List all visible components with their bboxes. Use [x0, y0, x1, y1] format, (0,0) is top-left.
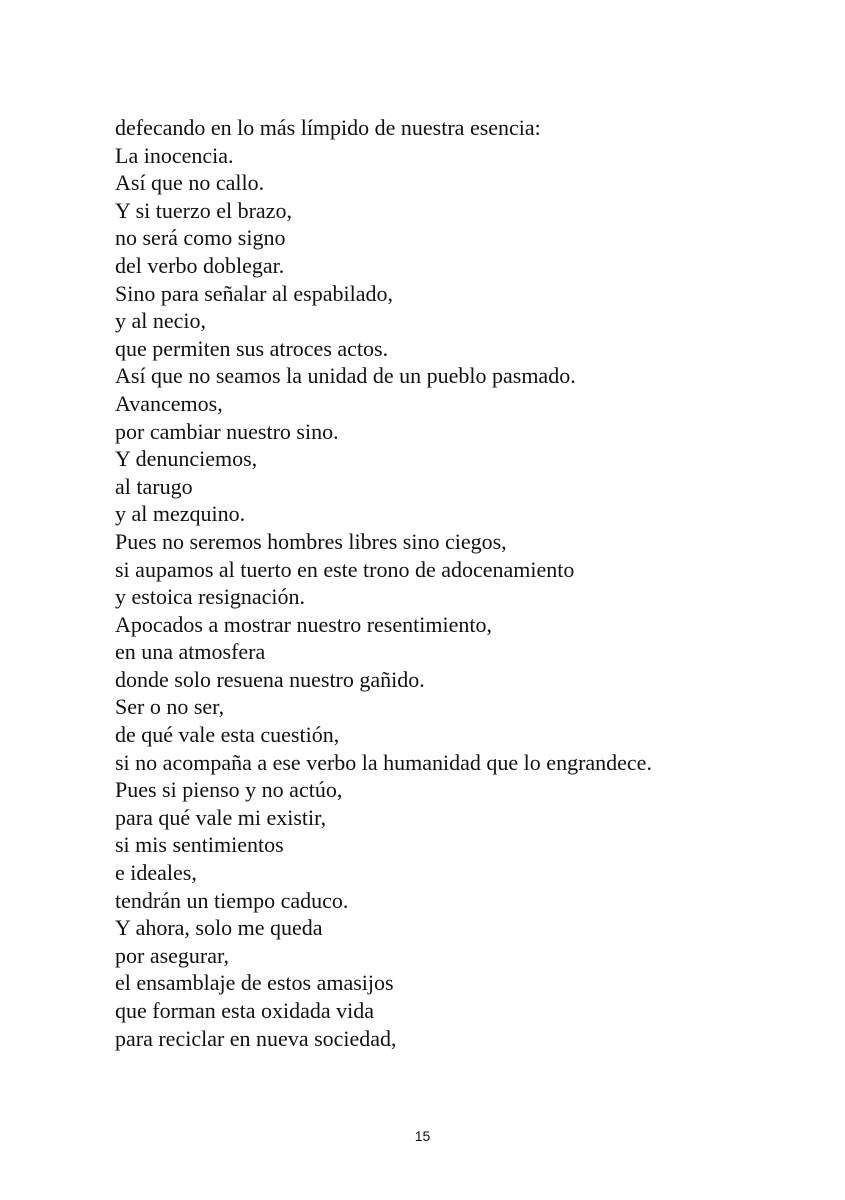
poem-line: donde solo resuena nuestro gañido.: [115, 666, 425, 692]
poem-line: que forman esta oxidada vida: [115, 998, 375, 1023]
poem-line: el ensamblaje de estos amasijos: [115, 970, 394, 996]
poem-line: Así que no callo.: [115, 170, 265, 196]
poem-line: si mis sentimientos: [115, 832, 284, 858]
poem-line: Apocados a mostrar nuestro resentimiento,: [115, 611, 492, 637]
poem-line: tendrán un tiempo caduco.: [115, 887, 349, 913]
poem-line: en una atmosfera: [115, 639, 266, 665]
poem-line: por cambiar nuestro sino.: [115, 418, 339, 444]
poem-line: para qué vale mi existir,: [115, 804, 327, 830]
poem-line: Y ahora, solo me queda: [115, 915, 323, 941]
poem-line: no será como signo: [115, 225, 286, 251]
poem-line: si no acompaña a ese verbo la humanidad que lo engrandece.: [115, 749, 652, 775]
poem-line: del verbo doblegar.: [115, 252, 285, 278]
poem-line: Sino para señalar al espabilado,: [115, 280, 393, 306]
poem-line: y al necio,: [115, 308, 207, 334]
poem-line: que permiten sus atroces actos.: [115, 335, 389, 361]
poem-line: Avancemos,: [115, 390, 223, 416]
poem-line: y estoica resignación.: [115, 584, 305, 610]
page-number: 15: [414, 1128, 431, 1144]
poem-line: y al mezquino.: [115, 501, 246, 527]
poem-line: e ideales,: [115, 860, 197, 886]
poem-line: La inocencia.: [115, 142, 234, 168]
poem-line: Pues no seremos hombres libres sino ciegos,: [115, 528, 507, 554]
poem-line: Ser o no ser,: [115, 694, 225, 720]
poem-line: Pues si pienso y no actúo,: [115, 777, 343, 803]
poem-text: [115, 114, 815, 1052]
poem-line: para reciclar en nueva sociedad,: [115, 1025, 397, 1051]
poem-line: Y si tuerzo el brazo,: [115, 197, 292, 223]
poem-line: Así que no seamos la unidad de un pueblo pasmado.: [115, 363, 576, 389]
poem-line: si aupamos al tuerto en este trono de adocenamiento: [115, 556, 575, 582]
poem-line: al tarugo: [115, 473, 193, 499]
poem-line: de qué vale esta cuestión,: [115, 722, 340, 748]
poem-line: Y denunciemos,: [115, 446, 258, 472]
poem-line: defecando en lo más límpido de nuestra esencia:: [115, 115, 541, 140]
poem-line: por asegurar,: [115, 942, 229, 968]
